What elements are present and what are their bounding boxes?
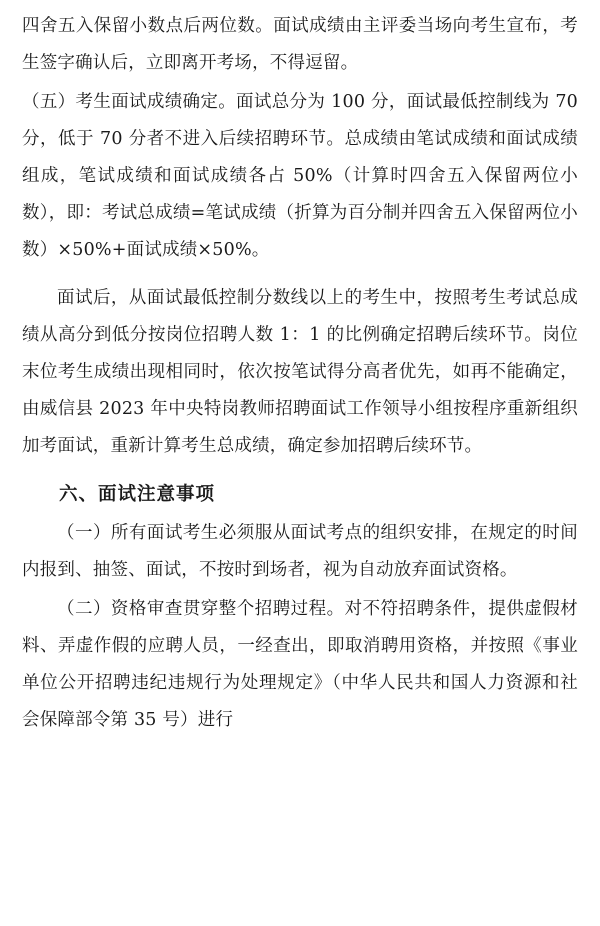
paragraph-post-interview-ranking: 面试后，从面试最低控制分数线以上的考生中，按照考生考试总成绩从高分到低分按岗位招聘人数 1：1 的比例确定招聘后续环节。岗位末位考生成绩出现相同时，依次按笔试得分高者优先，如再不能确定，由威信县 2023 年中央特岗教师招聘面试工作领导小组按程序重新组织加考面试，重新计算考生总成绩，确定参加招聘后续环节。 bbox=[22, 288, 578, 456]
paragraph-note-one: （一）所有面试考生必须服从面试考点的组织安排，在规定的时间内报到、抽签、面试，不按时到场者，视为自动放弃面试资格。 bbox=[22, 523, 578, 580]
section-heading-interview-notes: 六、面试注意事项 bbox=[59, 484, 216, 505]
paragraph-rounding-announcement: 四舍五入保留小数点后两位数。面试成绩由主评委当场向考生宣布，考生签字确认后，立即离开考场，不得逗留。 bbox=[22, 16, 578, 73]
paragraph-interview-score-determination: （五）考生面试成绩确定。面试总分为 100 分，面试最低控制线为 70 分，低于 70 分者不进入后续招聘环节。总成绩由笔试成绩和面试成绩组成，笔试成绩和面试成绩各占 50%（计算时四舍五入保留两位小数），即：考试总成绩=笔试成绩（折算为百分制并四舍五入保留两位小数）×50%+面试成绩×50%。 bbox=[22, 92, 578, 260]
paragraph-note-two: （二）资格审查贯穿整个招聘过程。对不符招聘条件，提供虚假材料、弄虚作假的应聘人员，一经查出，即取消聘用资格，并按照《事业单位公开招聘违纪违规行为处理规定》（中华人民共和国人力资源和社会保障部令第 35 号）进行 bbox=[22, 599, 578, 730]
